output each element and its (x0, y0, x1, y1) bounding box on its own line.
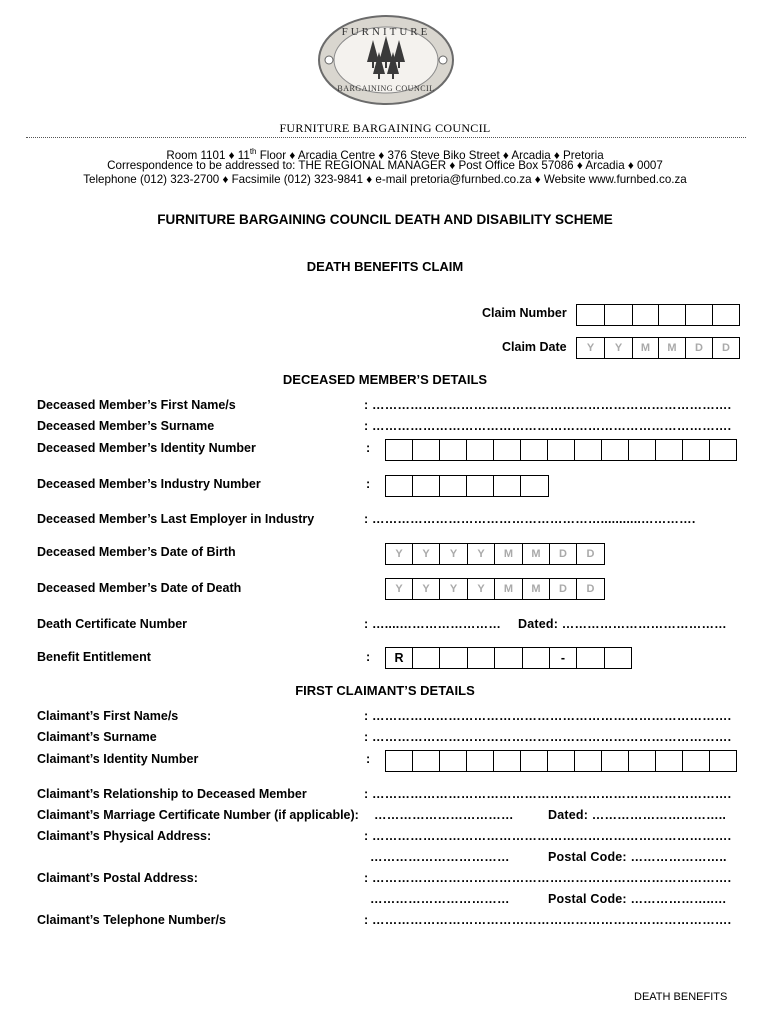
claimant-relationship-field[interactable]: : …………………………………………………………………………. (364, 787, 732, 801)
logo-top-text: FURNITURE (341, 26, 431, 38)
claimant-physical-postal-code[interactable]: Postal Code: ………………….. (548, 850, 727, 864)
input-box-cell[interactable] (548, 439, 575, 461)
input-box-cell[interactable]: Y (468, 578, 495, 600)
header-dotted-rule (26, 137, 746, 138)
deceased-surname-field[interactable]: : …………………………………………………………………………. (364, 419, 732, 433)
input-box-cell[interactable]: D (713, 337, 740, 359)
deceased-first-name-field[interactable]: : …………………………………………………………………………. (364, 398, 732, 412)
input-box-cell[interactable]: M (633, 337, 659, 359)
input-box-cell[interactable] (686, 304, 713, 326)
cents-separator-cell[interactable]: - (550, 647, 577, 669)
claimant-physical-label: Claimant’s Physical Address: (37, 829, 212, 843)
input-box-cell[interactable] (548, 750, 575, 772)
deceased-industry-colon: : (366, 477, 371, 491)
input-box-cell[interactable] (494, 475, 521, 497)
address-sup: th (249, 147, 257, 156)
logo-bottom-text: BARGAINING COUNCIL (337, 84, 435, 93)
input-box-cell[interactable] (605, 304, 633, 326)
currency-cell[interactable]: R (386, 647, 413, 669)
claimant-postal-postal-code[interactable]: Postal Code: ………………..… (548, 892, 727, 906)
deceased-industry-boxes[interactable] (385, 475, 549, 497)
input-box-cell[interactable] (575, 750, 602, 772)
death-cert-field[interactable]: : …....…………………… (364, 617, 502, 631)
claimant-relationship-label: Claimant’s Relationship to Deceased Member (37, 787, 307, 801)
input-box-cell[interactable] (467, 750, 494, 772)
input-box-cell[interactable] (602, 750, 629, 772)
input-box-cell[interactable] (602, 439, 629, 461)
input-box-cell[interactable] (413, 475, 440, 497)
input-box-cell[interactable]: Y (413, 543, 440, 565)
input-box-cell[interactable]: M (659, 337, 686, 359)
input-box-cell[interactable] (386, 439, 413, 461)
input-box-cell[interactable]: D (550, 578, 577, 600)
claimant-heading: FIRST CLAIMANT’S DETAILS (295, 683, 475, 698)
claimant-physical-line2[interactable]: …………………………… (370, 850, 510, 864)
claimant-marriage-field[interactable]: …………………………… (374, 808, 514, 822)
input-box-cell[interactable] (629, 750, 656, 772)
deceased-dob-boxes[interactable] (385, 543, 605, 565)
deceased-id-colon: : (366, 441, 371, 455)
input-box-cell[interactable] (659, 304, 686, 326)
input-box-cell[interactable]: M (495, 578, 523, 600)
input-box-cell[interactable] (467, 475, 494, 497)
input-box-cell[interactable] (440, 439, 467, 461)
deceased-dod-label: Deceased Member’s Date of Death (37, 581, 242, 595)
input-box-cell[interactable]: Y (468, 543, 495, 565)
input-box-cell[interactable]: Y (386, 578, 413, 600)
death-cert-label: Death Certificate Number (37, 617, 188, 631)
input-box-cell[interactable] (656, 439, 683, 461)
address-pre: Room 1101 ♦ 11 (166, 148, 250, 162)
input-box-cell[interactable] (575, 439, 602, 461)
telephone-line: Telephone (012) 323-2700 ♦ Facsimile (012) 323-9841 ♦ e-mail pretoria@furnbed.co.za ♦ Website www.furnbed.co.za (83, 173, 687, 186)
claim-title: DEATH BENEFITS CLAIM (306, 259, 464, 274)
claimant-id-label: Claimant’s Identity Number (37, 752, 199, 766)
input-box-cell[interactable] (521, 750, 548, 772)
input-box-cell[interactable] (683, 750, 710, 772)
benefit-label: Benefit Entitlement (37, 650, 151, 664)
input-box-cell[interactable]: Y (605, 337, 633, 359)
input-box-cell[interactable] (413, 439, 440, 461)
input-box-cell[interactable] (440, 475, 467, 497)
input-box-cell[interactable]: Y (440, 578, 468, 600)
council-logo (317, 14, 455, 106)
deceased-employer-label: Deceased Member’s Last Employer in Industry (37, 512, 315, 526)
input-box-cell[interactable] (710, 439, 737, 461)
input-box-cell[interactable] (521, 475, 549, 497)
input-box-cell[interactable] (467, 439, 494, 461)
input-box-cell[interactable]: D (577, 578, 605, 600)
deceased-dod-boxes[interactable] (385, 578, 605, 600)
claimant-postal-label: Claimant’s Postal Address: (37, 871, 198, 885)
input-box-cell[interactable] (633, 304, 659, 326)
input-box-cell[interactable] (413, 647, 440, 669)
input-box-cell[interactable]: D (686, 337, 713, 359)
input-box-cell[interactable]: D (550, 543, 577, 565)
input-box-cell[interactable] (521, 439, 548, 461)
claimant-phone-field[interactable]: : …………………………………………………………………………. (364, 913, 732, 927)
correspondence-line: Correspondence to be addressed to: THE REGIONAL MANAGER ♦ Post Office Box 57086 ♦ Arcadia ♦ 0007 (107, 159, 663, 172)
input-box-cell[interactable]: M (523, 578, 550, 600)
input-box-cell[interactable] (683, 439, 710, 461)
claimant-postal-field[interactable]: : …………………………………………………………………………. (364, 871, 732, 885)
benefit-colon: : (366, 650, 371, 664)
claimant-marriage-label: Claimant’s Marriage Certificate Number (if applicable): (37, 808, 359, 822)
input-box-cell[interactable]: Y (440, 543, 468, 565)
input-box-cell[interactable]: M (495, 543, 523, 565)
claimant-phone-label: Claimant’s Telephone Number/s (37, 913, 226, 927)
input-box-cell[interactable]: Y (386, 543, 413, 565)
claimant-surname-field[interactable]: : …………………………………………………………………………. (364, 730, 732, 744)
input-box-cell[interactable]: D (577, 543, 605, 565)
deceased-id-label: Deceased Member’s Identity Number (37, 441, 256, 455)
input-box-cell[interactable] (494, 750, 521, 772)
scheme-title: FURNITURE BARGAINING COUNCIL DEATH AND DISABILITY SCHEME (157, 212, 613, 227)
footer-label: DEATH BENEFITS (634, 991, 728, 1003)
claimant-first-name-label: Claimant’s First Name/s (37, 709, 179, 723)
org-name: FURNITURE BARGAINING COUNCIL (279, 121, 491, 135)
input-box-cell[interactable] (440, 647, 468, 669)
deceased-id-boxes[interactable] (385, 439, 737, 461)
input-box-cell[interactable] (413, 750, 440, 772)
input-box-cell[interactable]: Y (577, 337, 605, 359)
input-box-cell[interactable] (523, 647, 550, 669)
claimant-id-boxes[interactable] (385, 750, 737, 772)
input-box-cell[interactable] (440, 750, 467, 772)
input-box-cell[interactable] (605, 647, 632, 669)
deceased-first-name-label: Deceased Member’s First Name/s (37, 398, 236, 412)
claimant-first-name-field[interactable]: : …………………………………………………………………………. (364, 709, 732, 723)
input-box-cell[interactable] (710, 750, 737, 772)
claimant-surname-label: Claimant’s Surname (37, 730, 157, 744)
input-box-cell[interactable] (629, 439, 656, 461)
input-box-cell[interactable] (494, 439, 521, 461)
deceased-industry-label: Deceased Member’s Industry Number (37, 477, 261, 491)
deceased-employer-field[interactable]: : ………………………………………………...........…………. (364, 512, 696, 526)
address-post: Floor ♦ Arcadia Centre ♦ 376 Steve Biko Street ♦ Arcadia ♦ Pretoria (256, 148, 604, 162)
input-box-cell[interactable] (577, 647, 605, 669)
input-box-cell[interactable] (577, 304, 605, 326)
input-box-cell[interactable] (656, 750, 683, 772)
claim-number-boxes[interactable] (576, 304, 740, 326)
claim-number-label: Claim Number (482, 306, 567, 320)
input-box-cell[interactable] (468, 647, 495, 669)
claim-date-label: Claim Date (502, 340, 567, 354)
deceased-surname-label: Deceased Member’s Surname (37, 419, 215, 433)
deceased-dob-label: Deceased Member’s Date of Birth (37, 545, 236, 559)
input-box-cell[interactable] (386, 750, 413, 772)
input-box-cell[interactable] (386, 475, 413, 497)
input-box-cell[interactable] (495, 647, 523, 669)
claim-date-boxes[interactable] (576, 337, 740, 359)
claimant-marriage-dated-field[interactable]: Dated: ………………………….. (548, 808, 727, 822)
claimant-physical-field[interactable]: : …………………………………………………………………………. (364, 829, 732, 843)
death-cert-dated-field[interactable]: Dated: ………………………………… (518, 617, 727, 631)
input-box-cell[interactable]: M (523, 543, 550, 565)
input-box-cell[interactable]: Y (413, 578, 440, 600)
claimant-postal-line2[interactable]: …………………………… (370, 892, 510, 906)
claimant-id-colon: : (366, 752, 371, 766)
benefit-boxes[interactable] (385, 647, 632, 669)
input-box-cell[interactable] (713, 304, 740, 326)
deceased-heading: DECEASED MEMBER’S DETAILS (282, 372, 488, 387)
